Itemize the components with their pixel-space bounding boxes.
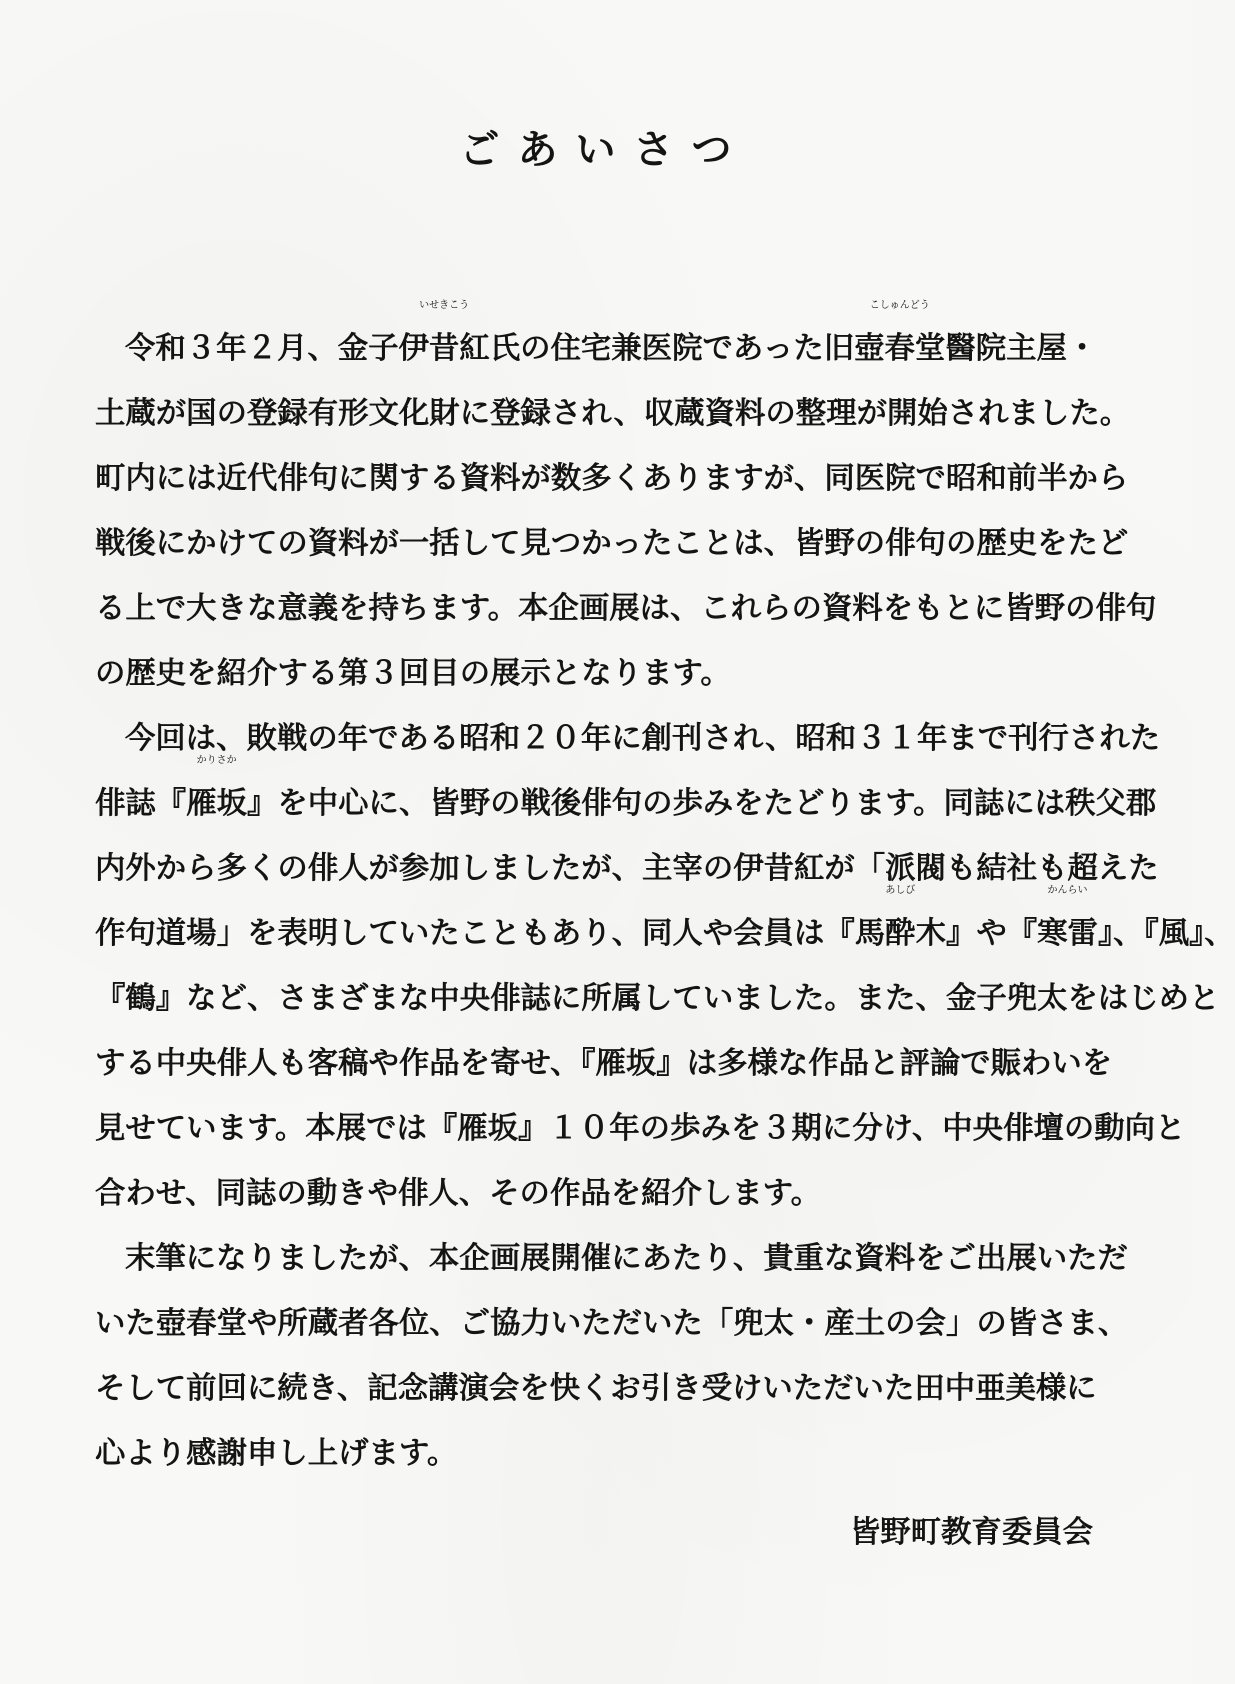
ruby-base: 馬酔木 — [854, 915, 946, 951]
paragraph-1-line-2: 土蔵が国の登録有形文化財に登録され、収蔵資料の整理が開始されました。 — [95, 395, 1131, 431]
text-segment: 』、『風』、 — [1097, 915, 1235, 951]
text-segment: 令和３年２月、金子 — [125, 330, 399, 366]
ruby-reading: こしゅんどう — [869, 300, 930, 311]
ruby-base: 寒雷 — [1037, 915, 1098, 951]
text-segment: 氏の住宅兼医院であった旧 — [489, 330, 855, 366]
paragraph-1-line-5: る上で大きな意義を持ちます。本企画展は、これらの資料をもとに皆野の俳句 — [95, 590, 1157, 626]
ruby-base: 伊昔紅 — [398, 330, 490, 366]
ruby-reading: いせきこう — [419, 300, 470, 311]
paragraph-1-line-3: 町内には近代俳句に関する資料が数多くありますが、同医院で昭和前半から — [95, 460, 1129, 496]
paragraph-2-line-4 — [95, 885, 1235, 966]
paragraph-2-line-6: する中央俳人も客稿や作品を寄せ、『雁坂』は多様な作品と評論で賑わいを — [95, 1045, 1113, 1081]
ruby-base: 雁坂 — [186, 785, 247, 821]
paragraph-2-line-3: 内外から多くの俳人が参加しましたが、主宰の伊昔紅が「派閥も結社も超えた — [95, 850, 1159, 886]
ruby-reading: かんらい — [1047, 885, 1088, 896]
ruby-ashibi — [854, 885, 946, 966]
ruby-karisaka — [186, 755, 247, 836]
text-segment: 俳誌『 — [95, 785, 187, 821]
ruby-base: 壺春堂 — [854, 330, 946, 366]
paragraph-3-line-4: 心より感謝申し上げます。 — [95, 1435, 458, 1471]
text-segment: 作句道場」を表明していたこともあり、同人や会員は『 — [95, 915, 855, 951]
ruby-iseki-kou — [398, 300, 490, 381]
paragraph-2-line-7: 見せています。本展では『雁坂』１０年の歩みを３期に分け、中央俳壇の動向と — [95, 1110, 1186, 1146]
ruby-kanrai — [1037, 885, 1098, 966]
text-segment: 醫院主屋・ — [945, 330, 1098, 366]
ruby-reading: あしび — [885, 885, 916, 896]
page-title: ごあいさつ — [459, 126, 750, 173]
paragraph-1-line-4: 戦後にかけての資料が一括して見つかったことは、皆野の俳句の歴史をたど — [95, 525, 1129, 561]
text-segment: 』や『 — [945, 915, 1038, 951]
paragraph-2-line-1: 今回は、敗戦の年である昭和２０年に創刊され、昭和３１年まで刊行された — [125, 720, 1161, 756]
paragraph-3-line-1: 末筆になりましたが、本企画展開催にあたり、貴重な資料をご出展いただ — [125, 1240, 1128, 1276]
paragraph-2-line-2 — [95, 755, 1157, 836]
paragraph-3-line-3: そして前回に続き、記念講演会を快くお引き受けいただいた田中亜美様に — [95, 1370, 1097, 1406]
paragraph-2-line-8: 合わせ、同誌の動きや俳人、その作品を紹介します。 — [95, 1175, 822, 1211]
signature: 皆野町教育委員会 — [849, 1514, 1093, 1550]
paragraph-2-line-5: 『鶴』など、さまざまな中央俳誌に所属していました。また、金子兜太をはじめと — [95, 980, 1220, 1016]
ruby-reading: かりさか — [196, 755, 237, 766]
paragraph-1-line-1 — [95, 300, 1105, 381]
text-segment: 』を中心に、皆野の戦後俳句の歩みをたどります。同誌には秩父郡 — [246, 785, 1157, 821]
greeting-body — [95, 300, 1235, 1486]
ruby-koshundou — [854, 300, 946, 381]
paragraph-1-line-6: の歴史を紹介する第３回目の展示となります。 — [95, 655, 731, 691]
paragraph-3-line-2: いた壺春堂や所蔵者各位、ご協力いただいた「兜太・産土の会」の皆さま、 — [95, 1305, 1129, 1341]
